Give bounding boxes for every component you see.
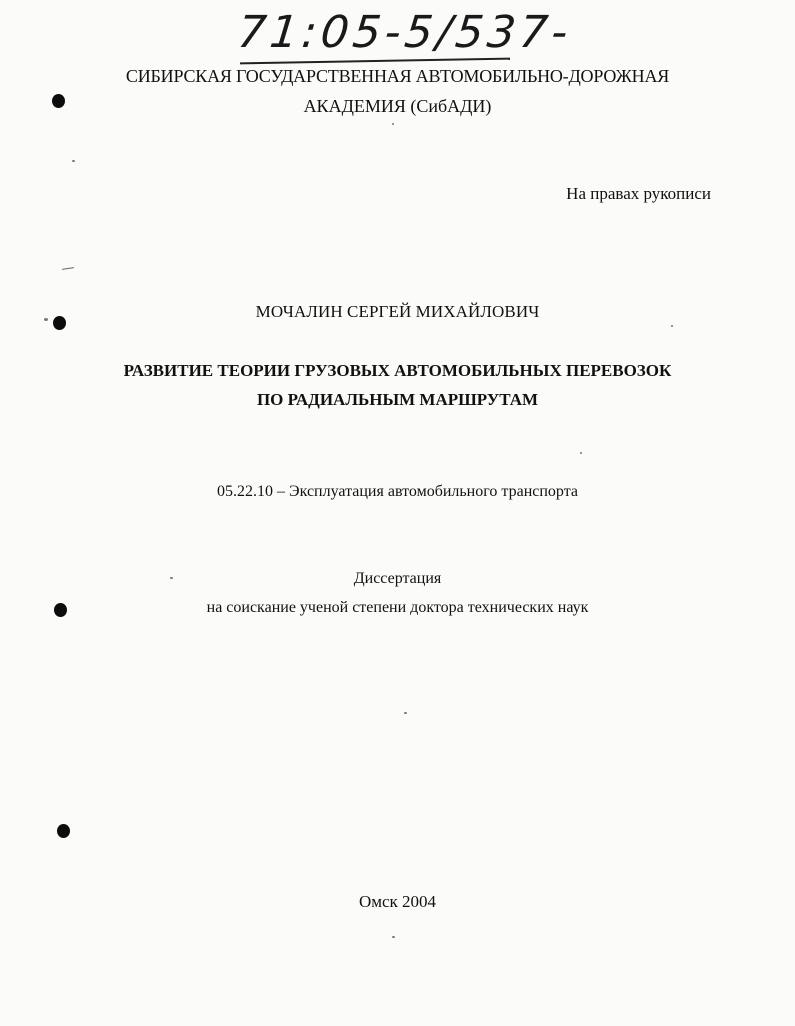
specialty-code: 05.22.10 – Эксплуатация автомобильного транспорта xyxy=(217,483,578,500)
scan-speck xyxy=(170,577,173,579)
author-name: МОЧАЛИН СЕРГЕЙ МИХАЙЛОВИЧ xyxy=(255,302,540,321)
scan-speck xyxy=(44,318,48,321)
city-and-year: Омск 2004 xyxy=(358,892,437,911)
punch-hole xyxy=(52,94,65,108)
scan-speck xyxy=(404,712,407,714)
dissertation-title-line-1: РАЗВИТИЕ ТЕОРИИ ГРУЗОВЫХ АВТОМОБИЛЬНЫХ ПЕРЕВОЗОК xyxy=(123,361,672,380)
degree-sought: на соискание ученой степени доктора технических наук xyxy=(206,599,589,616)
scan-speck xyxy=(392,123,394,125)
handwritten-underline xyxy=(240,58,510,65)
scan-scratch xyxy=(62,267,74,270)
handwritten-archive-number: 71:05-5/537- xyxy=(235,7,575,58)
dissertation-title-line-2: ПО РАДИАЛЬНЫМ МАРШРУТАМ xyxy=(256,390,539,409)
punch-hole xyxy=(57,824,70,838)
manuscript-rights-note: На правах рукописи xyxy=(566,184,711,203)
scan-speck xyxy=(72,160,75,162)
scan-speck xyxy=(392,936,395,938)
institution-line-1: СИБИРСКАЯ ГОСУДАРСТВЕННАЯ АВТОМОБИЛЬНО-ДОРОЖНАЯ xyxy=(125,66,670,86)
scan-speck xyxy=(580,452,582,454)
punch-hole xyxy=(53,316,66,330)
punch-hole xyxy=(54,603,67,617)
institution-line-2: АКАДЕМИЯ (СибАДИ) xyxy=(303,96,492,116)
dissertation-type: Диссертация xyxy=(353,570,442,587)
scan-speck xyxy=(671,325,673,327)
